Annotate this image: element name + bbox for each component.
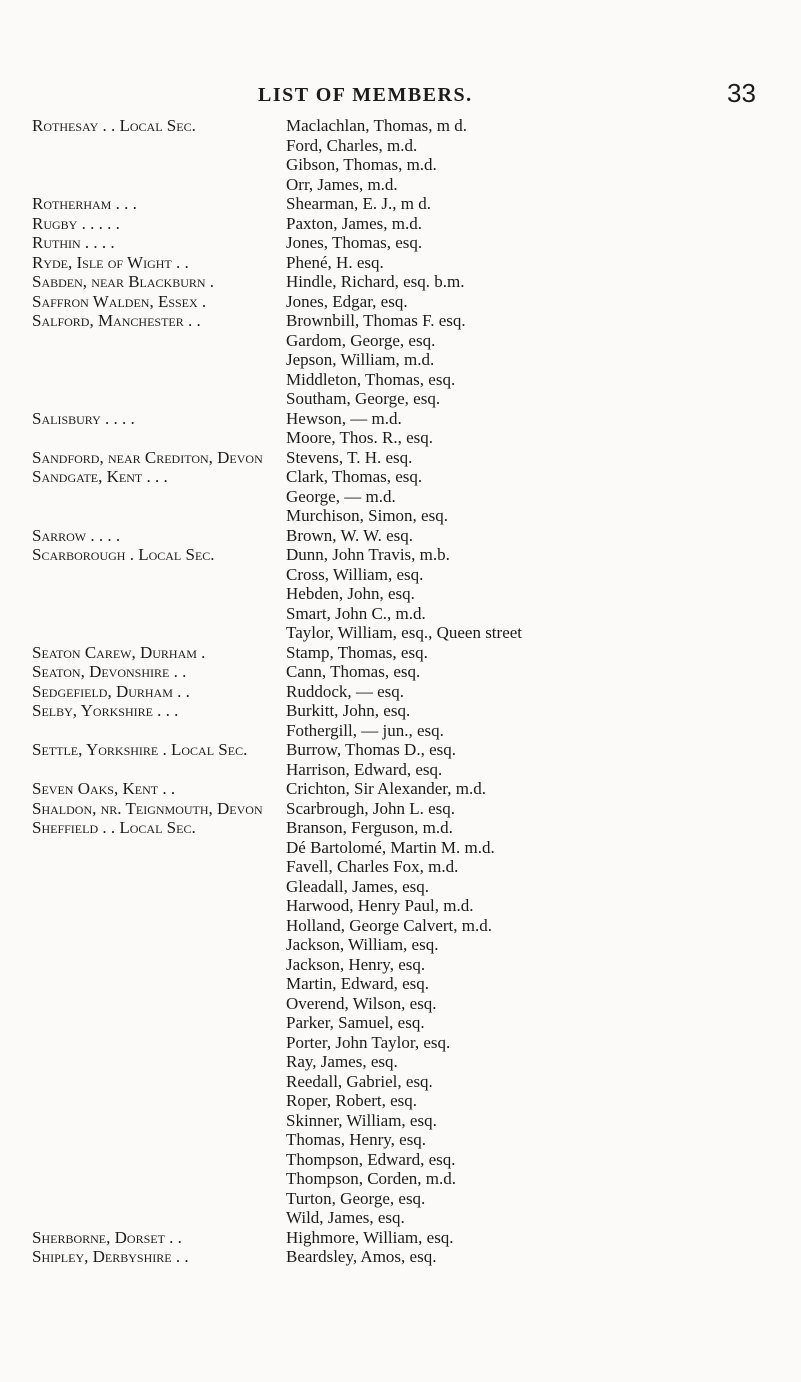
list-item [32, 974, 797, 994]
list-item [32, 740, 797, 760]
member-name: Thompson, Edward, esq. [286, 1149, 456, 1169]
place-name: Selby, Yorkshire . . . [32, 701, 179, 720]
list-item [32, 1169, 797, 1189]
member-name: Smart, John C., m.d. [286, 603, 426, 623]
list-item [32, 253, 797, 273]
member-name: Overend, Wilson, esq. [286, 993, 437, 1013]
list-item [32, 467, 797, 487]
list-item [32, 565, 797, 585]
place-name: Seaton, Devonshire . . [32, 662, 187, 681]
member-name: Gleadall, James, esq. [286, 876, 430, 896]
list-item [32, 370, 797, 390]
list-item [32, 487, 797, 507]
member-name: Skinner, William, esq. [286, 1110, 437, 1130]
member-name: Clark, Thomas, esq. [286, 467, 423, 486]
place-name: Salisbury . . . . [32, 408, 135, 428]
place-name: Sandford, near Crediton, Devon [32, 447, 263, 467]
member-name: Jackson, William, esq. [286, 935, 439, 954]
member-name: Gibson, Thomas, m.d. [286, 155, 437, 174]
list-item [32, 526, 797, 546]
member-name: Ruddock, — esq. [286, 681, 405, 701]
list-item [32, 233, 797, 253]
member-name: Brownbill, Thomas F. esq. [286, 311, 466, 330]
place-name: Seaton Carew, Durham . [32, 642, 206, 662]
member-name: Maclachlan, Thomas, m d. [286, 116, 467, 135]
list-item [32, 760, 797, 780]
place-name: Settle, Yorkshire . Local Sec. [32, 740, 248, 759]
list-item [32, 1091, 797, 1111]
list-item [32, 818, 797, 838]
list-item [32, 331, 797, 351]
list-item [32, 136, 797, 156]
place-name: Rotherham . . . [32, 194, 137, 213]
member-name: Holland, George Calvert, m.d. [286, 915, 493, 935]
list-item [32, 916, 797, 936]
place-name: Sheffield . . Local Sec. [32, 818, 196, 837]
member-name: Jackson, Henry, esq. [286, 954, 426, 974]
place-name: Ryde, Isle of Wight . . [32, 252, 189, 272]
list-item [32, 682, 797, 702]
member-name: Moore, Thos. R., esq. [286, 428, 434, 447]
member-name: Hewson, — m.d. [286, 408, 402, 428]
member-name: Reedall, Gabriel, esq. [286, 1071, 433, 1091]
place-name: Sedgefield, Durham . . [32, 681, 190, 701]
member-name: George, — m.d. [286, 486, 396, 506]
list-item [32, 545, 797, 565]
member-name: Burkitt, John, esq. [286, 701, 411, 720]
list-item [32, 643, 797, 663]
member-name: Shearman, E. J., m d. [286, 194, 431, 213]
place-name: Rothesay . . Local Sec. [32, 116, 196, 135]
list-item [32, 194, 797, 214]
list-item [32, 311, 797, 331]
member-list [32, 116, 797, 1267]
member-name: Ray, James, esq. [286, 1052, 398, 1071]
place-name: Shaldon, nr. Teignmouth, Devon [32, 798, 263, 818]
page-header-title: LIST OF MEMBERS. [258, 84, 473, 106]
member-name: Southam, George, esq. [286, 389, 441, 408]
member-name: Scarbrough, John L. esq. [286, 798, 456, 818]
list-item [32, 1247, 797, 1267]
list-item [32, 1208, 797, 1228]
page-number: 33 [727, 78, 756, 108]
member-name: Highmore, William, esq. [286, 1227, 454, 1247]
member-name: Fothergill, — jun., esq. [286, 720, 444, 740]
list-item [32, 604, 797, 624]
place-name: Seven Oaks, Kent . . [32, 779, 176, 798]
member-name: Gardom, George, esq. [286, 330, 436, 350]
list-item [32, 1150, 797, 1170]
list-item [32, 389, 797, 409]
place-name: Scarborough . Local Sec. [32, 545, 215, 564]
member-name: Dé Bartolomé, Martin M. m.d. [286, 837, 495, 857]
member-name: Hebden, John, esq. [286, 584, 415, 603]
list-item [32, 428, 797, 448]
member-name: Ford, Charles, m.d. [286, 135, 418, 155]
list-item [32, 896, 797, 916]
list-item [32, 838, 797, 858]
member-name: Burrow, Thomas D., esq. [286, 740, 456, 759]
member-name: Thomas, Henry, esq. [286, 1130, 427, 1149]
list-item [32, 1033, 797, 1053]
member-name: Paxton, James, m.d. [286, 213, 422, 233]
member-name: Harwood, Henry Paul, m.d. [286, 896, 474, 915]
list-item [32, 272, 797, 292]
member-name: Dunn, John Travis, m.b. [286, 545, 450, 564]
member-name: Porter, John Taylor, esq. [286, 1032, 451, 1052]
member-name: Jones, Edgar, esq. [286, 291, 408, 311]
member-name: Favell, Charles Fox, m.d. [286, 857, 459, 876]
list-item [32, 448, 797, 468]
member-name: Cann, Thomas, esq. [286, 662, 421, 681]
list-item [32, 1013, 797, 1033]
list-item [32, 292, 797, 312]
member-name: Hindle, Richard, esq. b.m. [286, 272, 465, 291]
member-name: Jones, Thomas, esq. [286, 233, 423, 252]
list-item [32, 409, 797, 429]
place-name: Ruthin . . . . [32, 233, 115, 252]
list-item [32, 779, 797, 799]
place-name: Salford, Manchester . . [32, 311, 201, 330]
list-item [32, 1189, 797, 1209]
list-item [32, 623, 797, 643]
member-name: Harrison, Edward, esq. [286, 759, 443, 779]
list-item [32, 584, 797, 604]
list-item [32, 1228, 797, 1248]
member-name: Beardsley, Amos, esq. [286, 1247, 437, 1266]
list-item [32, 116, 797, 136]
list-item [32, 175, 797, 195]
member-name: Orr, James, m.d. [286, 174, 398, 194]
list-item [32, 1052, 797, 1072]
list-item [32, 155, 797, 175]
place-name: Shipley, Derbyshire . . [32, 1247, 189, 1266]
member-name: Brown, W. W. esq. [286, 525, 414, 545]
place-name: Sabden, near Blackburn . [32, 272, 215, 291]
list-item [32, 214, 797, 234]
list-item [32, 721, 797, 741]
member-name: Roper, Robert, esq. [286, 1091, 418, 1110]
list-item [32, 662, 797, 682]
list-item [32, 1072, 797, 1092]
member-name: Parker, Samuel, esq. [286, 1013, 425, 1032]
member-name: Jepson, William, m.d. [286, 350, 435, 369]
member-name: Wild, James, esq. [286, 1208, 405, 1227]
member-name: Stevens, T. H. esq. [286, 447, 413, 467]
place-name: Sandgate, Kent . . . [32, 467, 168, 486]
list-item [32, 1130, 797, 1150]
list-item [32, 935, 797, 955]
member-name: Branson, Ferguson, m.d. [286, 818, 453, 837]
member-name: Cross, William, esq. [286, 564, 424, 584]
member-name: Martin, Edward, esq. [286, 974, 430, 993]
place-name: Sherborne, Dorset . . [32, 1227, 182, 1247]
place-name: Saffron Walden, Essex . [32, 291, 207, 311]
place-name: Sarrow . . . . [32, 525, 121, 545]
list-item [32, 506, 797, 526]
list-item [32, 857, 797, 877]
member-name: Phené, H. esq. [286, 252, 384, 272]
member-name: Murchison, Simon, esq. [286, 506, 448, 525]
member-name: Middleton, Thomas, esq. [286, 369, 456, 389]
place-name: Rugby . . . . . [32, 213, 120, 233]
member-name: Stamp, Thomas, esq. [286, 642, 428, 662]
list-item [32, 955, 797, 975]
member-name: Crichton, Sir Alexander, m.d. [286, 779, 486, 798]
list-item [32, 1111, 797, 1131]
member-name: Thompson, Corden, m.d. [286, 1169, 456, 1188]
list-item [32, 350, 797, 370]
list-item [32, 799, 797, 819]
list-item [32, 877, 797, 897]
list-item [32, 994, 797, 1014]
member-name: Taylor, William, esq., Queen street [286, 623, 523, 642]
list-item [32, 701, 797, 721]
member-name: Turton, George, esq. [286, 1188, 426, 1208]
